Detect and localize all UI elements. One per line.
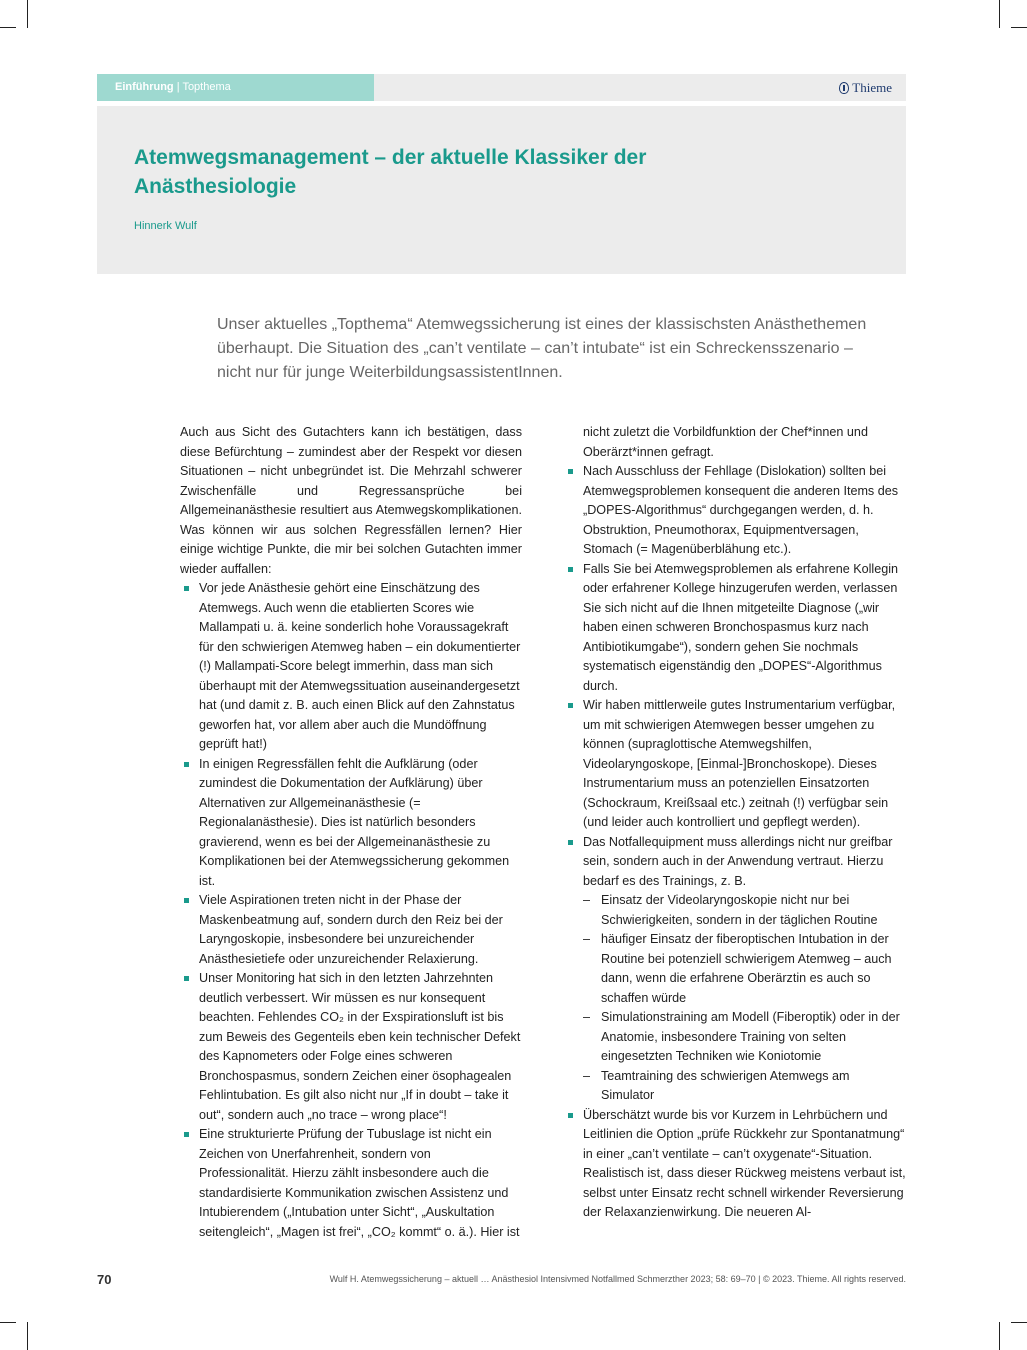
crop-mark (999, 0, 1000, 28)
intro-paragraph: Auch aus Sicht des Gutachters kann ich bestätigen, dass diese Befürchtung – zumindest aber der Respekt vor diesen Situationen – nicht unbegründet ist. Die Mehrzahl schwerer Zwischenfälle und Regressansprüche bei Allgemeinanästhesie resultiert aus Atemwegskomplikationen. Was können wir aus solchen Regressfällen lernen? Hier einige wichtige Punkte, die mir bei solchen Gutachten immer wieder auffallen: (180, 425, 522, 576)
crop-mark (27, 1322, 28, 1350)
category-label: Topthema (182, 81, 231, 93)
crop-mark (999, 1322, 1000, 1350)
dash-item: – häufiger Einsatz der fiberoptischen Intubation in der Routine bei potenziell schwierigem Atemweg – auch dann, wenn die erfahrene Oberärztin es auch so schaffen würde (583, 930, 906, 1008)
list-item (564, 833, 906, 1106)
dash-item: – Simulationstraining am Modell (Fiberoptik) oder in der Anatomie, insbesondere Training von selten eingesetzten Techniken wie Koniotomie (583, 1008, 906, 1067)
crop-mark (1011, 27, 1027, 28)
list-item: Überschätzt wurde bis vor Kurzem in Lehrbüchern und Leitlinien die Option „prüfe Rückkehr zur Spontanatmung“ in einer „can’t ventilate – can’t oxygenate“-Situation. Realistisch ist, dass dieser Rückweg meistens verbaut ist, selbst unter Einsatz recht schnell wirkender Reversierung der Relaxanzienwirkung. Die neueren Al- (564, 1106, 906, 1223)
page-number: 70 (97, 1272, 112, 1287)
list-item: Nach Ausschluss der Fehllage (Dislokation) sollten bei Atemwegsproblemen konsequent die anderen Items des „DOPES-Algorithmus“ durchgegangen werden, d. h. Obstruktion, Pneumothorax, Equipmentversagen, Stomach (= Magenüberblähung etc.). (564, 462, 906, 560)
section-label: Einführung (115, 81, 174, 93)
list-item: Eine strukturierte Prüfung der Tubuslage ist nicht ein Zeichen von Unerfahrenheit, sondern von Professionalität. Hierzu zählt insbesondere auch die standardisierte Kommunikation zwischen Assistenz und Intubierendem („Intubation unter Sicht“, „Auskultation seitengleich“, „Magen ist frei“, „CO₂ kommt“ o. ä.). Hier ist (180, 1125, 522, 1242)
publisher-name: Thieme (852, 80, 892, 95)
section-separator: | (176, 81, 180, 93)
list-item-text: Das Notfallequipment muss allerdings nicht nur greifbar sein, sondern auch in der Anwendung vertraut. Hierzu bedarf es des Trainings, z. B. (583, 834, 893, 888)
right-column (564, 423, 906, 1223)
crop-mark (0, 27, 16, 28)
dash-list (583, 891, 906, 1106)
citation-line: Wulf H. Atemwegssicherung – aktuell … Anästhesiol Intensivmed Notfallmed Schmerzther 2023; 58: 69–70 | © 2023. Thieme. All rights reserved. (329, 1274, 906, 1284)
crop-mark (27, 0, 28, 28)
list-item: Vor jede Anästhesie gehört eine Einschätzung des Atemwegs. Auch wenn die etablierten Scores wie Mallampati u. ä. keine sonderlich hohe Voraussagekraft für den schwierigen Atemweg haben – ein dokumentierter (!) Mallampati-Score belegt immerhin, dass man sich überhaupt mit der Atemwegssituation auseinandergesetzt hat (und damit z. B. auch einen Blick auf den Zahnstatus geworfen hat, vor allem aber auch die Mundöffnung geprüft hat!) (180, 579, 522, 755)
article-author: Hinnerk Wulf (134, 220, 197, 232)
section-tag (97, 74, 374, 101)
crop-mark (0, 1322, 16, 1323)
crop-mark (1011, 1322, 1027, 1323)
list-item: In einigen Regressfällen fehlt die Aufklärung (oder zumindest die Dokumentation der Aufklärung) über Alternativen zur Allgemeinanästhesie (= Regionalanästhesie). Dies ist natürlich besonders gravierend, wenn es bei der Allgemeinanästhesie zu Komplikationen bei der Atemwegssicherung gekommen ist. (180, 755, 522, 892)
dash-item: – Teamtraining des schwierigen Atemwegs am Simulator (583, 1067, 906, 1106)
list-item: Viele Aspirationen treten nicht in der Phase der Maskenbeatmung auf, sondern durch den Reiz bei der Laryngoskopie, insbesondere bei unzureichender Anästhesietiefe oder unzureichender Relaxierung. (180, 891, 522, 969)
header-bar (97, 74, 906, 101)
article-title: Atemwegsmanagement – der aktuelle Klassiker der Anästhesiologie (134, 146, 647, 198)
bullet-list (564, 462, 906, 1223)
article-lead: Unser aktuelles „Topthema“ Atemwegssicherung ist eines der klassischsten Anästhethemen überhaupt. Die Situation des „can’t ventilate – can’t intubate“ ist ein Schreckensszenario – nicht nur für junge WeiterbildungsassistentInnen. (217, 316, 867, 381)
continued-item-text: nicht zuletzt die Vorbildfunktion der Chef*innen und Oberärzt*innen gefragt. (583, 425, 868, 459)
page-footer (97, 1272, 906, 1288)
list-item: Falls Sie bei Atemwegsproblemen als erfahrene Kollegin oder erfahrener Kollege hinzugerufen werden, verlassen Sie sich nicht auf die Ihnen mitgeteilte Diagnose („wir haben einen schweren Bronchospasmus kurz nach Antibiotikumgabe“), sondern gehen Sie nochmals systematisch eigenständig den „DOPES“-Algorithmus durch. (564, 560, 906, 697)
list-item: Unser Monitoring hat sich in den letzten Jahrzehnten deutlich verbessert. Wir müssen es nur konsequent beachten. Fehlendes CO₂ in der Exspirationsluft ist bis zum Beweis des Gegenteils eben kein technischer Defekt des Kapnometers oder Folge eines schweren Bronchospasmus, sondern Zeichen einer ösophagealen Fehlintubation. Es gilt also nicht nur „If in doubt – take it out“, sondern auch „no trace – wrong place“! (180, 969, 522, 1125)
bullet-list (180, 579, 522, 1242)
dash-item: – Einsatz der Videolaryngoskopie nicht nur bei Schwierigkeiten, sondern in der täglichen Routine (583, 891, 906, 930)
title-box (97, 106, 906, 274)
thieme-seal-icon (839, 82, 849, 94)
left-column (180, 423, 522, 1242)
list-item: Wir haben mittlerweile gutes Instrumentarium verfügbar, um mit schwierigen Atemwegen besser umgehen zu können (supraglottische Atemwegshilfen, Videolaryngoskope, [Einmal-]Bronchoskope). Dieses Instrumentarium muss an potenziellen Einsatzorten (Schockraum, Kreißsaal etc.) zeitnah (!) verfügbar sein (und leider auch kontrolliert und gepflegt werden). (564, 696, 906, 833)
publisher-logo (839, 80, 892, 96)
